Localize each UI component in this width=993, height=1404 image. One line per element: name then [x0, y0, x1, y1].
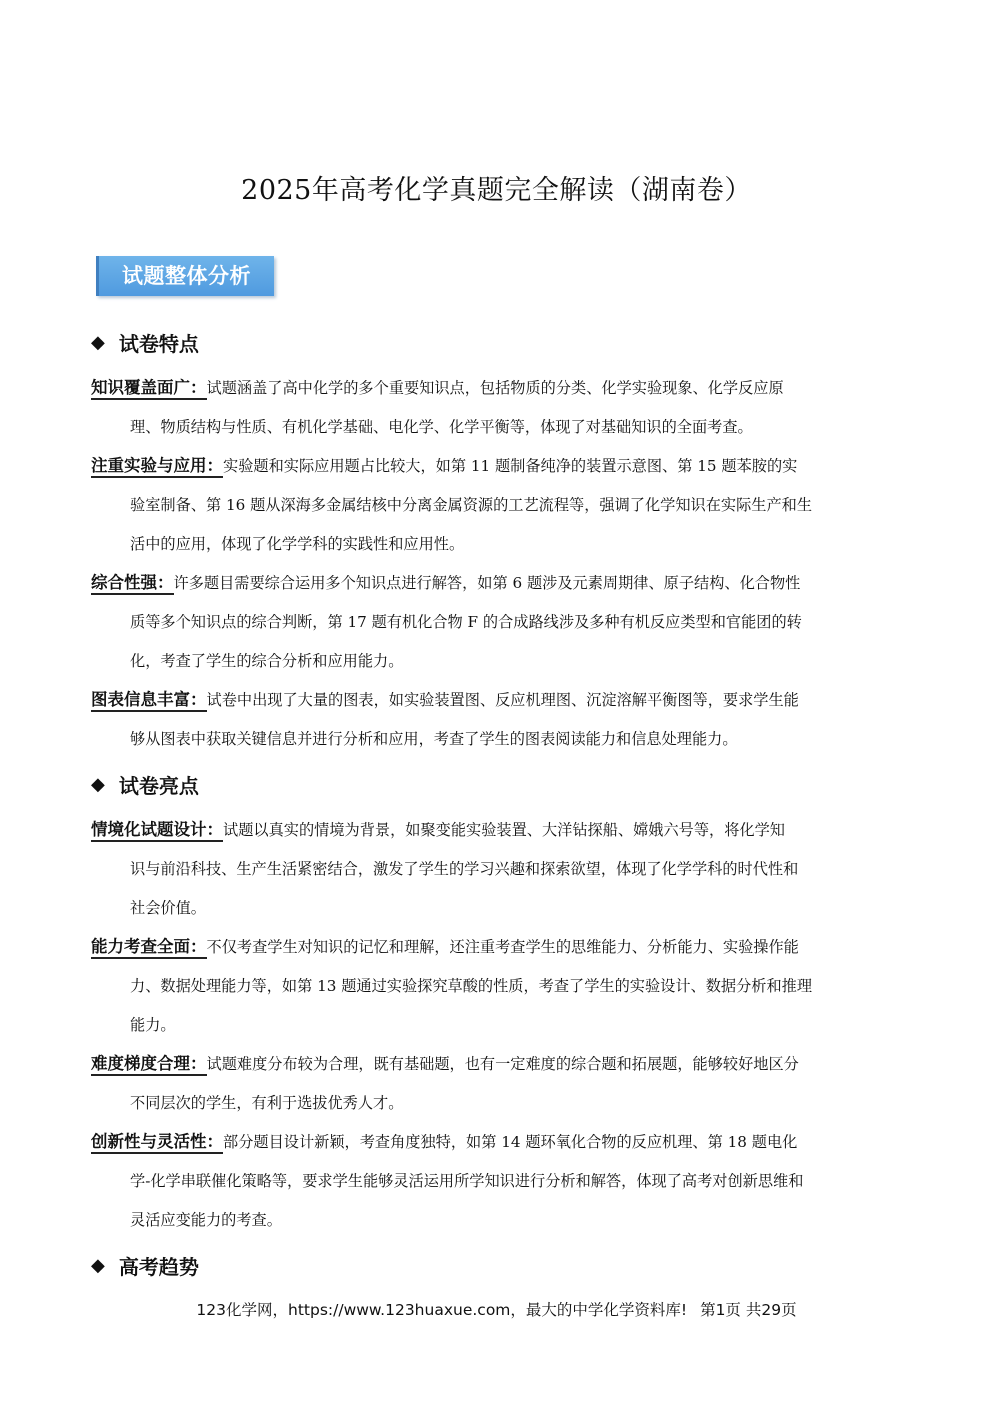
subheading-text: 试卷特点 [118, 332, 199, 356]
paragraph-line: 力、数据处理能力等，如第 13 题通过实验探究草酸的性质，考查了学生的实验设计、数据分析和推理 [130, 977, 813, 995]
footer-site: 123化学网，https://www.123huaxue.com，最大的中学化学资料库! [196, 1301, 688, 1319]
paragraph-comprehensive [91, 563, 903, 681]
diamond-bullet-icon: ◆ [91, 1255, 105, 1276]
paragraph-line: 识与前沿科技、生产生活紧密结合，激发了学生的学习兴趣和探索欲望，体现了化学学科的时代性和 [130, 860, 799, 878]
paragraph-line: 能力考查全面：不仅考查学生对知识的记忆和理解，还注重考查学生的思维能力、分析能力、实验操作能 [91, 927, 903, 967]
paragraph-label: 综合性强： [91, 573, 174, 595]
paragraph-line: 社会价值。 [130, 899, 206, 917]
paragraph-line: 不同层次的学生，有利于选拔优秀人才。 [130, 1094, 404, 1112]
paragraph-line: 灵活应变能力的考查。 [130, 1211, 282, 1229]
paragraph-line: 综合性强：许多题目需要综合运用多个知识点进行解答，如第 6 题涉及元素周期律、原子结构、化合物性 [91, 563, 903, 603]
paragraph-charts [91, 680, 903, 759]
subheading-text: 试卷亮点 [118, 774, 199, 798]
paragraph-line: 情境化试题设计：试题以真实的情境为背景，如聚变能实验装置、大洋钻探船、嫦娥六号等，将化学知 [91, 810, 903, 850]
paragraph-experiment-application [91, 446, 903, 564]
page-footer [0, 1298, 993, 1320]
paragraph-label: 能力考查全面： [91, 937, 207, 959]
paragraph-line: 验室制备、第 16 题从深海多金属结核中分离金属资源的工艺流程等，强调了化学知识在实际生产和生 [130, 496, 813, 514]
paragraph-label: 难度梯度合理： [91, 1054, 207, 1076]
subheading-features [91, 328, 199, 357]
paragraph-line: 创新性与灵活性：部分题目设计新颖，考查角度独特，如第 14 题环氧化合物的反应机理、第 18 题电化 [91, 1122, 903, 1162]
paragraph-innovation [91, 1122, 903, 1240]
section-banner: 试题整体分析 [96, 256, 274, 296]
paragraph-situational [91, 810, 903, 928]
paragraph-label: 图表信息丰富： [91, 690, 207, 712]
subheading-highlights [91, 770, 199, 799]
paragraph-label: 知识覆盖面广： [91, 378, 207, 400]
paragraph-label: 情境化试题设计： [91, 820, 223, 842]
paragraph-line: 化，考查了学生的综合分析和应用能力。 [130, 652, 404, 670]
footer-page-number: 第1页 共29页 [700, 1301, 797, 1319]
paragraph-line: 质等多个知识点的综合判断，第 17 题有机化合物 F 的合成路线涉及多种有机反应类型和官能团的转 [130, 613, 802, 631]
diamond-bullet-icon: ◆ [91, 774, 105, 795]
paragraph-line: 图表信息丰富：试卷中出现了大量的图表，如实验装置图、反应机理图、沉淀溶解平衡图等，要求学生能 [91, 680, 903, 720]
paragraph-difficulty [91, 1044, 903, 1123]
paragraph-line: 能力。 [130, 1016, 176, 1034]
page-title: 2025年高考化学真题完全解读（湖南卷） [241, 175, 752, 206]
paragraph-label: 创新性与灵活性： [91, 1132, 223, 1154]
paragraph-line: 学-化学串联催化策略等，要求学生能够灵活运用所学知识进行分析和解答，体现了高考对创新思维和 [130, 1172, 804, 1190]
paragraph-knowledge-coverage [91, 368, 903, 447]
paragraph-label: 注重实验与应用： [91, 456, 223, 478]
paragraph-line: 理、物质结构与性质、有机化学基础、电化学、化学平衡等，体现了对基础知识的全面考查。 [130, 418, 753, 436]
paragraph-ability [91, 927, 903, 1045]
paragraph-line: 够从图表中获取关键信息并进行分析和应用，考查了学生的图表阅读能力和信息处理能力。 [130, 730, 738, 748]
paragraph-line: 难度梯度合理：试题难度分布较为合理，既有基础题，也有一定难度的综合题和拓展题，能够较好地区分 [91, 1044, 903, 1084]
subheading-trends [91, 1251, 199, 1280]
paragraph-line: 注重实验与应用：实验题和实际应用题占比较大，如第 11 题制备纯净的装置示意图、第 15 题苯胺的实 [91, 446, 903, 486]
paragraph-line: 活中的应用，体现了化学学科的实践性和应用性。 [130, 535, 465, 553]
diamond-bullet-icon: ◆ [91, 332, 105, 353]
subheading-text: 高考趋势 [118, 1255, 199, 1279]
paragraph-line: 知识覆盖面广：试题涵盖了高中化学的多个重要知识点，包括物质的分类、化学实验现象、化学反应原 [91, 368, 903, 408]
